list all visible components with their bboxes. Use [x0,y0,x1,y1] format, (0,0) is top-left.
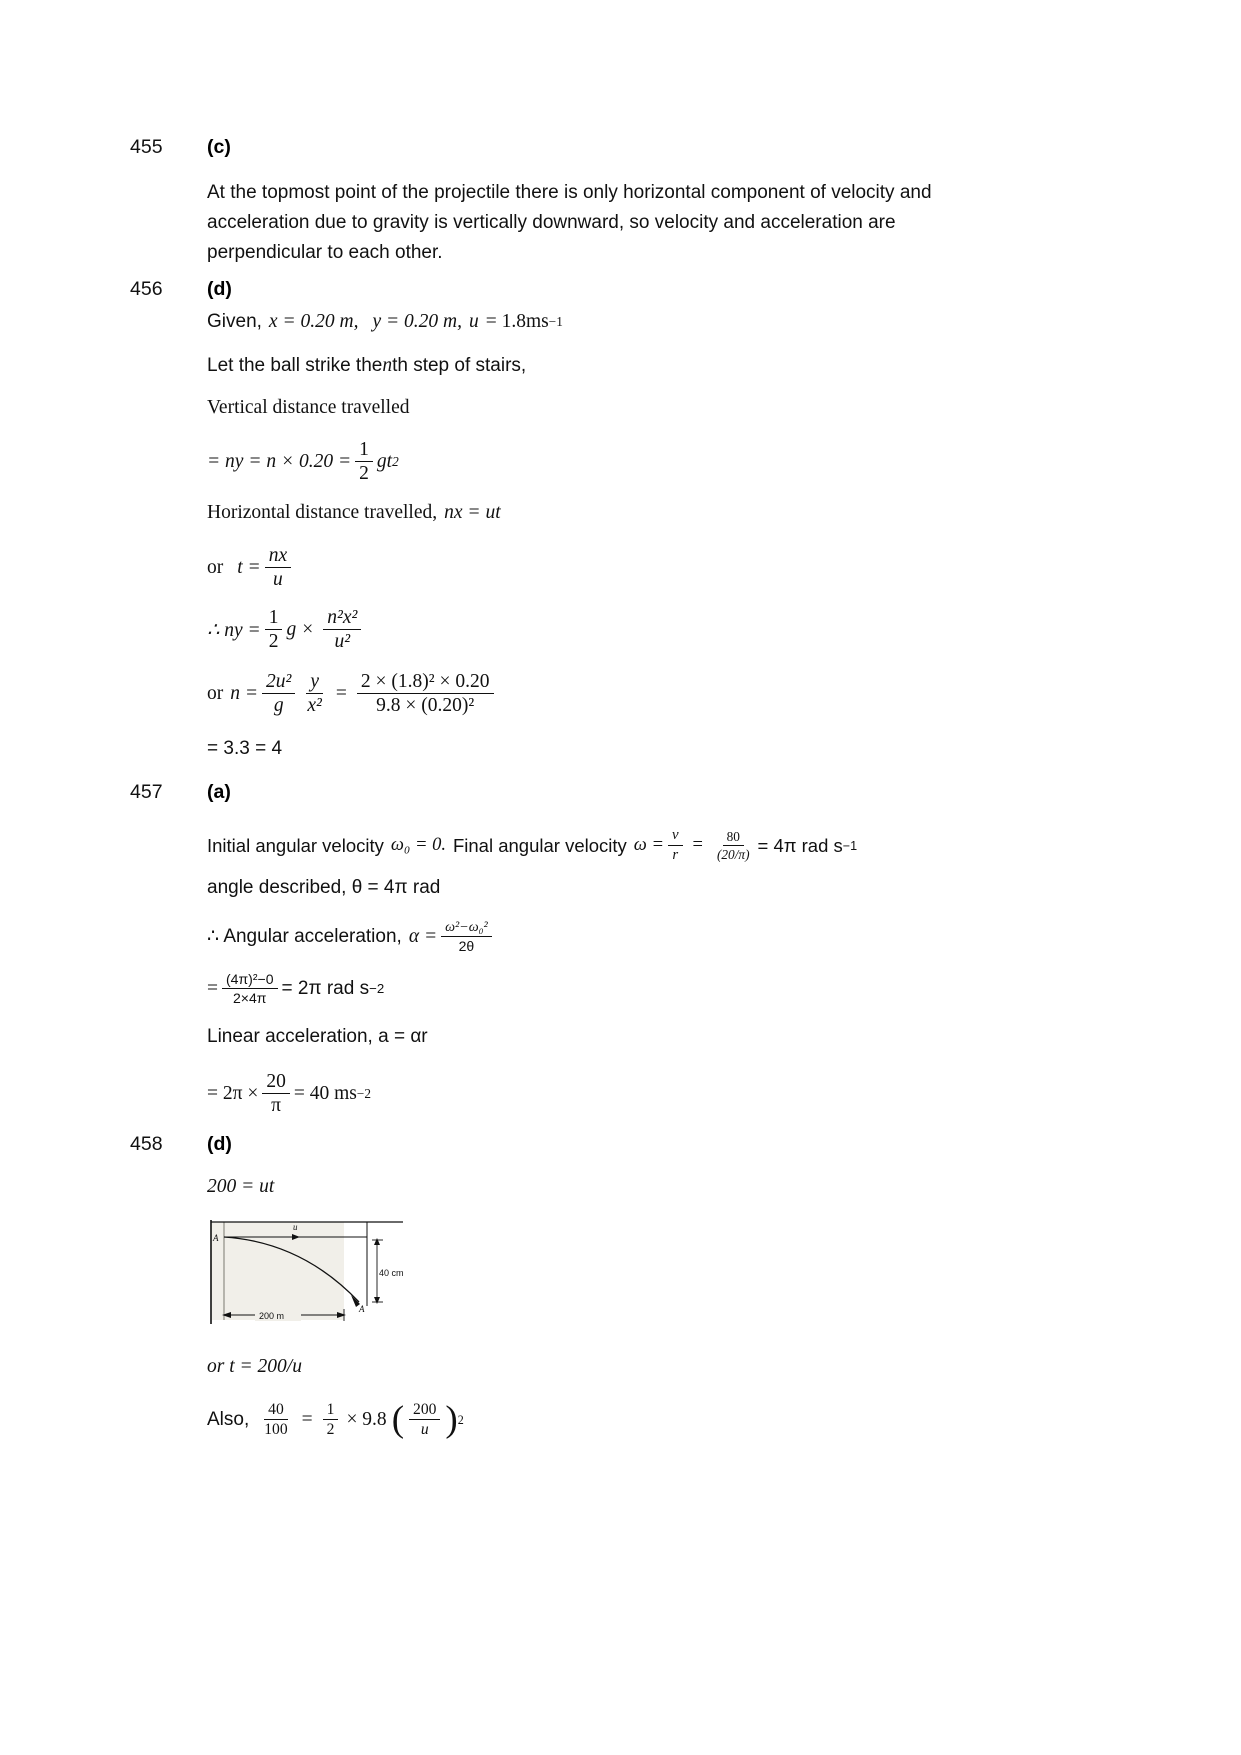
final-angular-text: Final angular velocity [452,834,627,856]
height-arrow-down [374,1297,380,1304]
twenty-pi-denominator: (20/π) [716,846,750,862]
or-t-200-text: or t = 200/u [207,1356,302,1377]
omega-result: = 4π rad s [757,834,843,856]
numeric-fraction-n [357,672,494,717]
g-denominator: g [273,695,284,717]
r-denominator: r [672,846,679,863]
let-ball-line-456 [207,355,967,377]
half-numerator: 1 [355,440,373,462]
projectile-diagram [207,1216,422,1326]
or-t-equation [207,546,967,591]
paren-open: ( [391,1399,405,1441]
omega-symbol: ω = [633,835,664,856]
calc-numerator: (4π)²−0 [222,972,278,989]
also-label: Also, [207,1409,250,1431]
x2-denominator: x² [307,695,322,717]
projectile-diagram-svg [207,1216,422,1326]
also-times-98: × 9.8 [346,1409,387,1431]
linear-acceleration-line [207,1026,967,1048]
horizontal-distance-equation: nx = ut [444,502,501,523]
numeric-numerator: 2 × (1.8)² × 0.20 [357,672,494,694]
n2x2-numerator: n²x² [323,608,361,630]
therefore-ny-lhs: ∴ ny = [207,620,261,642]
calc-equals: = [207,977,218,999]
explanation-paragraph-455: At the topmost point of the projectile there is only horizontal component of velocity and acceleration due to gravity is vertically downward, so velocity and acceleration are perpendicular to each other. [207,182,932,263]
let-ball-text: Let the ball strike the [207,355,383,376]
given-label: Given, [207,311,262,332]
pi-denominator: π [271,1095,282,1117]
equation-200-ut [207,1176,967,1198]
omega-equals-1: = [692,835,703,856]
or-t-200-equation [207,1356,967,1378]
eq200-text: 200 = ut [207,1176,275,1197]
or-t-lhs: t = [237,557,261,579]
half-fraction-ny [265,608,283,653]
horizontal-distance-label: Horizontal distance travelled, [207,502,438,523]
nx-numerator: nx [265,546,291,568]
also-half-denominator: 2 [326,1421,335,1439]
calc-result: = 2π rad s [281,977,370,999]
question-number-458: 458 [130,1133,163,1155]
angular-accel-denominator: 2θ [458,937,475,954]
calc-denominator: 2×4π [233,989,267,1006]
angular-accel-numerator: ω²−ω₀² [441,920,492,937]
half-denominator: 2 [359,463,369,485]
twenty-numerator: 20 [262,1072,290,1094]
or-n-lhs: n = [230,683,259,705]
answer-option-455: (c) [207,136,231,158]
forty-numerator: 40 [264,1402,288,1420]
half-ny-denominator: 2 [268,631,279,653]
answer-option-458: (d) [207,1133,232,1155]
u2-denominator: u² [334,631,351,653]
omega-zero: ω₀ = 0. [390,835,446,856]
let-ball-tail: th step of stairs, [392,355,527,376]
given-x: x = 0.20 m, [268,311,359,332]
label-u: u [293,1222,298,1232]
calc-fraction [222,972,278,1005]
2u2-numerator: 2u² [262,672,295,694]
paren-close: ) [445,1399,458,1441]
given-y: y = 0.20 m, [372,311,462,332]
initial-angular-text: Initial angular velocity [207,834,384,856]
or-t-label: or [207,557,224,579]
linear-acceleration-calc: = 2π × $\frac{20}{\pi}$ = 40 ms −2 [207,1071,371,1117]
vertical-distance-equation: = ny = n × 0.20 = $\frac{1}{2}$ gt 2 [207,439,399,485]
half-fraction-vert [355,440,373,485]
or-n-label: or [207,683,224,705]
given-u-var: u [468,311,479,332]
half-fraction-also [323,1402,339,1439]
angular-acceleration-line [207,920,967,953]
angular-velocity-line: Initial angular velocity ω₀ = 0. Final angular velocity ω = $\frac{v}{r}$ = $\frac{80}{(20/\pi)}$ = 4π rad s −1 [207,827,858,863]
v-over-r-fraction [668,828,683,863]
given-u-value: = 1.8ms [485,311,549,332]
height-arrow-up [374,1238,380,1245]
vert-eq-tail: gt [376,451,393,473]
or-n-equals: = [335,683,347,705]
given-line-456: Given, x = 0.20 m, y = 0.20 m, u = 1.8ms −1 [207,311,563,332]
also-half-numerator: 1 [323,1402,339,1420]
angular-accel-calc-line: = $\frac{\text{(4π)²−0}}{2\times 4\pi}$ = 2π rad s −2 [207,971,385,1006]
numeric-denominator: 9.8 × (0.20)² [376,695,475,717]
also-equals: = [301,1409,313,1431]
angle-described-text: angle described, θ = 4π rad [207,877,441,898]
vert-eq-lhs: = ny = n × 0.20 = [207,451,352,473]
80-over-20pi-fraction [713,830,754,862]
question-number-457: 457 [130,781,163,803]
alpha-symbol: α = [408,925,438,947]
nx-over-u-fraction [265,546,291,591]
answer-option-457: (a) [207,781,231,803]
linear-acceleration-text: Linear acceleration, a = αr [207,1026,428,1047]
n2x2-over-u2-fraction [323,608,361,653]
angle-described-line [207,877,967,899]
therefore-g: g [286,619,297,641]
y-over-x2-fraction [303,672,326,717]
vertical-distance-label [207,397,967,419]
question-number-455: 455 [130,136,163,158]
half-ny-numerator: 1 [265,608,283,630]
40-over-100-fraction [260,1402,291,1439]
horizontal-distance-line [207,502,967,524]
result-line-456 [207,738,967,760]
vertical-distance-text: Vertical distance travelled [207,397,410,418]
2u2-over-g-fraction [262,672,295,717]
label-200m: 200 m [259,1311,285,1321]
two-hundred-numerator: 200 [409,1402,440,1420]
v-numerator: v [668,828,683,846]
or-n-equation [207,672,967,717]
20-over-pi-fraction [262,1072,290,1117]
label-40cm: 40 cm [379,1268,404,1278]
question-number-456: 456 [130,278,163,300]
result-456: = 3.3 = 4 [207,738,283,759]
u-denominator-also: u [420,1421,429,1439]
200-over-u-fraction [409,1402,440,1439]
label-A-top: A [213,1233,219,1243]
therefore-ny-equation [207,608,967,653]
u-denominator: u [273,569,283,591]
answer-option-456: (d) [207,278,232,300]
multiply-sign: × [302,619,314,641]
eighty-numerator: 80 [723,830,744,846]
angular-acceleration-label: ∴ Angular acceleration, [207,926,402,948]
lin-result: = 40 ms [293,1083,357,1105]
let-ball-n: n [382,355,393,376]
angular-accel-fraction [441,920,492,953]
label-A-bottom: A [359,1304,365,1314]
hundred-denominator: 100 [264,1421,288,1439]
y-numerator: y [306,672,323,694]
lin-lhs: = 2π × [207,1083,259,1105]
also-equation: Also, $\frac{40}{100}$ = $\frac{1}{2}$ × 9.8 ( $\frac{200}{u}$ ) 2 [207,1399,464,1441]
